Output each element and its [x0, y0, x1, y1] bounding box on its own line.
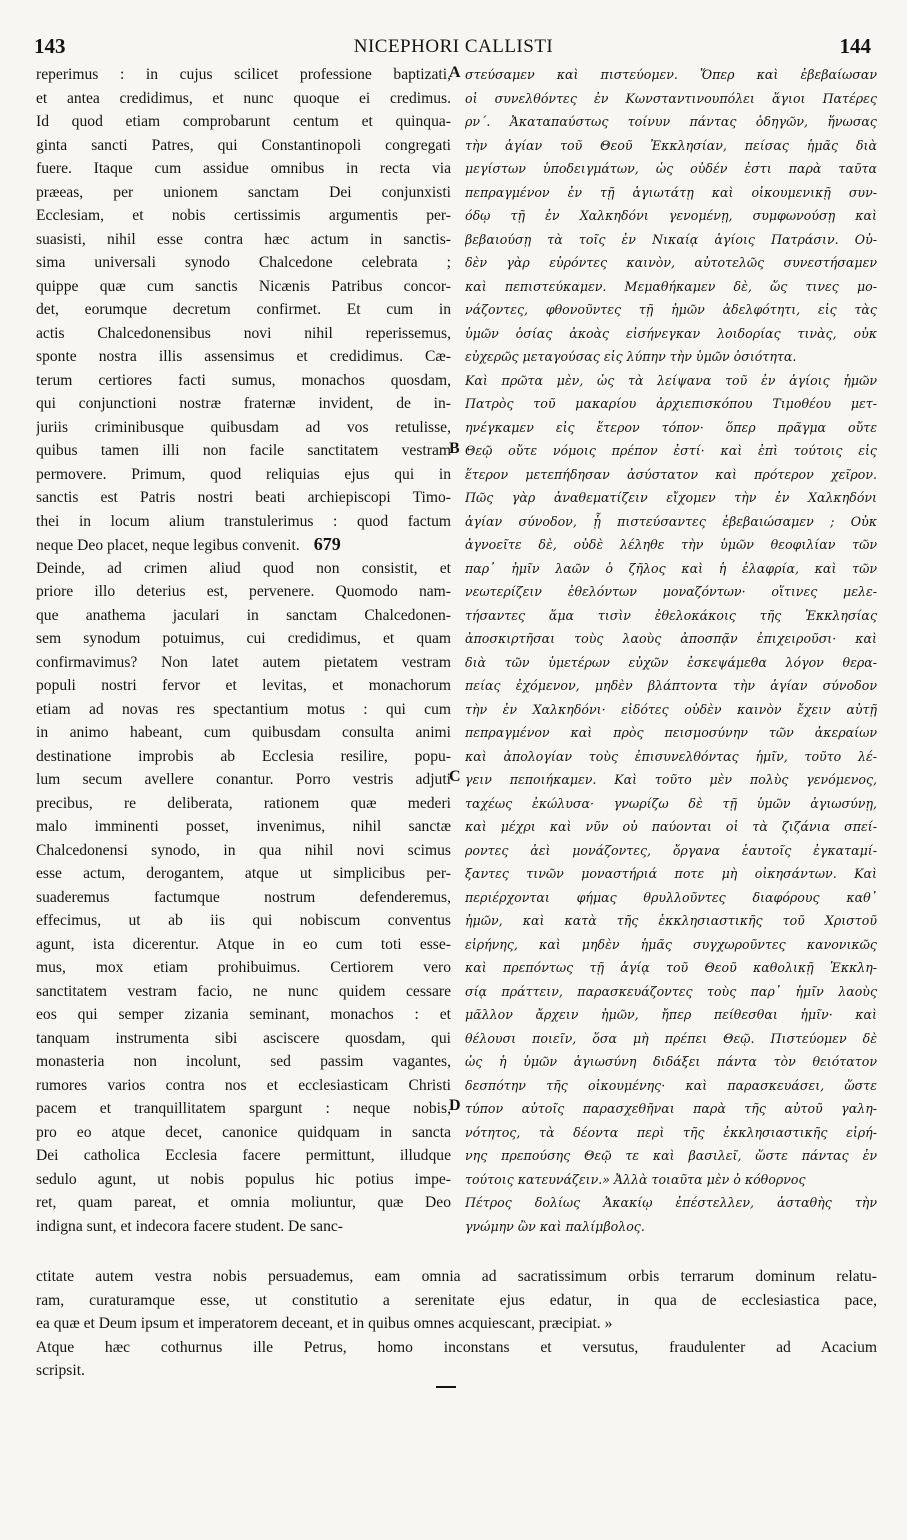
greek-line: τὴν ἁγίαν τοῦ Θεοῦ Ἐκκλησίαν, πείσας ἡμᾶς διὰ: [465, 137, 877, 153]
latin-line: juriis criminibusque quibusdam ad vos retulisse,: [36, 418, 451, 436]
latin-line: sem synodum potuimus, cui credidimus, et quam: [36, 630, 451, 647]
greek-line: πεπραγμένον καὶ πρὸς πεισμοσύνην τῶν ἀκεραίων: [465, 725, 877, 740]
latin-line: rumores varios contra nos et ecclesiasticam Christi: [36, 1076, 451, 1094]
greek-line: δὲν γὰρ εὑρόντες καινὸν, αὐτοτελῶς συνεστήσαμεν: [465, 255, 877, 270]
latin-line: monasteria non incolunt, sed passim vagantes,: [36, 1053, 451, 1070]
latin-line: quippe quæ cum sanctis Nicænis Patribus concor-: [36, 277, 451, 295]
full-line: ram, curaturamque esse, ut constitutio a serenitate ejus edatur, in qua de ecclesiastica pace,: [36, 1291, 877, 1309]
latin-line: populi nostri fervor et levitas, et monachorum: [36, 677, 451, 694]
greek-line: μᾶλλον ἄρχειν ἡμῶν, ἤπερ πείθεσθαι ἡμῖν· καὶ: [465, 1007, 877, 1022]
latin-line: etiam ad novas res spectantium motus : qui cum: [36, 700, 451, 718]
latin-line: tanquam instrumenta sibi asciscere quosdam, qui: [36, 1029, 451, 1047]
latin-line: lum secum avellere conantur. Porro vestris adjuti: [36, 771, 451, 788]
greek-line: καὶ πρεπόντως τῇ ἁγίᾳ τοῦ Θεοῦ καθολικῇ Ἐκκλη-: [465, 960, 877, 975]
greek-line: καὶ ἀπολογίαν τοὺς ἐπισυνελθόντας ἡμῖν, τοῦτο λέ-: [465, 748, 877, 764]
latin-line: det, eorumque decretum confirmet. Et cum in: [36, 301, 451, 318]
greek-line: πεπραγμένον ἐν τῇ ἁγιωτάτῃ καὶ οἰκουμενικῇ συν-: [465, 184, 877, 200]
section-marker-b: B: [449, 440, 460, 457]
greek-column: [465, 63, 877, 1238]
latin-line: sponte nostra illis assensimus et credidimus. Cæ-: [36, 348, 451, 365]
greek-line: όδῳ τῇ ἐν Χαλκηδόνι γενομένῃ, συμφωνούσῃ καὶ: [465, 208, 877, 223]
greek-line: διὰ τῶν ὑμετέρων εὐχῶν ἐσκεψάμεθα λόγον θερα-: [465, 654, 877, 670]
greek-line: καὶ πεπιστεύκαμεν. Μεμαθήκαμεν δὲ, ὥς τινες μο-: [465, 278, 877, 294]
greek-line: νότητος, τὰ δέοντα περὶ τῆς ἐκκλησιαστικῆς εἰρή-: [465, 1124, 877, 1140]
latin-line: pro eo atque decet, canonice quidquam in sancta: [36, 1123, 451, 1141]
latin-line: suasisti, nihil esse contra hæc actum in sanctis-: [36, 230, 451, 248]
full-width-paragraph: [36, 1265, 877, 1383]
greek-line: τὴν ἐν Χαλκηδόνι· εἰδότες οὐδὲν καινὸν ἔχειν αὐτῇ: [465, 701, 877, 717]
greek-line: ρν΄. Ἀκαταπαύστως τοίνυν πάντας ὁδηγῶν, ἥνωσας: [465, 114, 877, 129]
latin-line: permovere. Primum, quod reliquias ejus qui in: [36, 465, 451, 483]
greek-line: παρ᾽ ἡμῖν λαῶν ὁ ζῆλος καὶ ἡ ἐλαφρία, καὶ τῶν: [465, 560, 877, 576]
greek-line: ἕτερον μετεπήδησαν ἀσύστατον καὶ πρότερον χεῖρον.: [465, 466, 877, 482]
full-line: scripsit.: [36, 1362, 85, 1379]
latin-column: [36, 63, 451, 1238]
section-marker-a: A: [449, 64, 461, 81]
latin-line: malo imminenti posset, invenimus, nihil sanctæ: [36, 818, 451, 835]
latin-line: agunt, ista dicerentur. Atque in eo cum toti esse-: [36, 935, 451, 953]
greek-line: ἀγνοεῖτε δὲ, οὐδὲ λέληθε τὴν ὑμῶν θεοφιλίαν τῶν: [465, 537, 877, 552]
page-number-left: 143: [34, 34, 66, 58]
greek-line: τούτοις κατευνάζειν.» Ἀλλὰ τοιαῦτα μὲν ὁ κόθορνος: [465, 1171, 806, 1187]
section-marker-c: C: [449, 768, 461, 785]
latin-line: suaderemus factumque nostrum defenderemus,: [36, 888, 451, 906]
greek-line: νης πρεπούσης Θεῷ τε καὶ βασιλεῖ, ὥστε πάντας ἐν: [465, 1148, 877, 1163]
latin-line: precibus, re deliberata, rationem quæ mederi: [36, 794, 451, 812]
greek-line: Καὶ πρῶτα μὲν, ὡς τὰ λείψανα τοῦ ἐν ἁγίοις ἡμῶν: [465, 372, 877, 388]
greek-line: γειν πεποιήκαμεν. Καὶ τοῦτο μὲν πολὺς γενόμενος,: [465, 772, 877, 787]
latin-line: mus, mox etiam prohibuimus. Certiorem vero: [36, 959, 451, 976]
greek-line: ἡμῶν, καὶ κατὰ τῆς ἐκκλησιαστικῆς τοῦ Χριστοῦ: [465, 913, 877, 928]
greek-line: ὡς ἡ ὑμῶν ἁγιωσύνη διδάξει πάντα τὸν θειότατον: [465, 1054, 877, 1069]
greek-line: ὑμῶν ὁσίας ἀκοὰς εἰσήνεγκαν λοιδορίας τινὰς, οὐκ: [465, 325, 877, 341]
latin-line: præeas, per unionem sanctam Dei conjunxisti: [36, 183, 451, 201]
greek-line: θέλουσι ποιεῖν, ὅσα μὴ πρέπει Θεῷ. Πιστεύομεν δὲ: [465, 1030, 877, 1046]
latin-line: destinatione improbis ab Ecclesia resilire, popu-: [36, 747, 451, 765]
latin-line: sanctitatem vestram facio, ne nunc quidem cessare: [36, 982, 451, 1000]
latin-line: fuere. Itaque cum assidue omnibus in recta via: [36, 160, 451, 177]
latin-line: sanctis est Patris nostri beati archiepiscopi Timo-: [36, 489, 451, 506]
column-number: 679: [313, 534, 341, 554]
latin-line: ret, quam pareat, et omnia moliuntur, quæ Deo: [36, 1194, 451, 1211]
latin-line: actis Chalcedonensibus novi nihil reperissemus,: [36, 324, 451, 342]
latin-line: Id quod etiam comprobarunt centum et quinqua-: [36, 113, 451, 130]
latin-line: Ecclesiam, et nobis certissimis argumentis per-: [36, 207, 451, 224]
greek-line: γνώμην ὢν καὶ παλίμβολος.: [465, 1218, 645, 1234]
greek-line: εἰρήνης, καὶ μηδὲν ἡμᾶς συγχωροῦντες κανονικῶς: [465, 936, 877, 952]
greek-line: ηνέγκαμεν εἰς ἕτερον τόπον· ὅπερ πρᾶγμα οὔτε: [465, 419, 877, 435]
latin-line: sedulo agunt, ut nobis populus hic potius impe-: [36, 1170, 451, 1188]
greek-line: Θεῷ οὔτε νόμοις πρέπον ἐστί· καὶ ἐπὶ τούτοις εἰς: [465, 443, 877, 458]
latin-line: in animo habeant, cum quibusdam consulta animi: [36, 724, 451, 741]
greek-line: ξαντες τινῶν μοναστήριά ποτε μὴ οἰκησάντων. Καὶ: [465, 866, 877, 881]
greek-line: πείας ἐχόμενον, μηδὲν βλάπτοντα τὴν ἁγίαν σύνοδον: [465, 678, 877, 693]
full-line: ctitate autem vestra nobis persuademus, eam omnia ad sacratissimum orbis terrarum dominum relatu-: [36, 1268, 877, 1285]
latin-line: que anathema jaculari in sanctam Chalcedonen-: [36, 606, 451, 624]
latin-line-text: neque Deo placet, neque legibus convenit.: [36, 537, 300, 554]
latin-line: Chalcedonensi synodo, in qua nihil novi scimus: [36, 841, 451, 859]
page-header: [0, 34, 907, 62]
greek-line: μεγίστων ὑποδειγμάτων, ὡς οὐδέν ἐστι παρὰ ταῦτα: [465, 161, 877, 176]
latin-line: reperimus : in cujus scilicet professione baptizati,: [36, 66, 451, 83]
full-line: ea quæ et Deum ipsum et imperatorem deceant, et in quibus omnes acquiescant, præcipiat. »: [36, 1315, 613, 1332]
greek-line: ταχέως ἐκώλυσα· γνωρίζω δὲ τῇ ὑμῶν ἁγιωσύνῃ,: [465, 795, 877, 811]
latin-line: qui conjunctioni nostræ fraternæ invident, de in-: [36, 395, 451, 412]
end-rule: [436, 1386, 456, 1388]
latin-line: Dei catholica Ecclesia facere permittunt, illudque: [36, 1147, 451, 1164]
latin-line: pacem et tranquillitatem spargunt : neque nobis,: [36, 1100, 451, 1117]
latin-line: [36, 533, 451, 557]
latin-line: indigna sunt, et indecora facere student. De sanc-: [36, 1217, 343, 1235]
greek-line: στεύσαμεν καὶ πιστεύομεν. Ὅπερ καὶ ἐβεβαίωσαν: [465, 67, 877, 82]
greek-line: εὐχερῶς μεταγούσας εἰς λύπην τὴν ὑμῶν ὁσιότητα.: [465, 349, 797, 364]
greek-line: δεσπότην τῆς οἰκουμένης· καὶ παρασκευάσει, ὥστε: [465, 1077, 877, 1093]
greek-line: ἀποσκιρτῆσαι τοὺς λαοὺς ἀποσπᾷν ἐπιχειροῦσι· καὶ: [465, 631, 877, 646]
greek-line: σίᾳ πράττειν, παρασκευάζοντες τοὺς παρ᾽ ἡμῖν λαοὺς: [465, 983, 877, 999]
latin-line: ginta sancti Patres, qui Constantinopoli congregati: [36, 136, 451, 154]
latin-line: esse actum, derogantem, atque ut simplicibus per-: [36, 865, 451, 882]
latin-line: quibus tamen illi non facile sanctitatem vestram: [36, 442, 451, 459]
full-line: Atque hæc cothurnus ille Petrus, homo inconstans et versutus, fraudulenter ad Acacium: [36, 1338, 877, 1356]
page-number-right: 144: [839, 34, 871, 58]
greek-line: ἁγίαν σύνοδον, ᾗ πιστεύσαντες ἐβεβαιώσαμεν ; Οὐκ: [465, 513, 877, 529]
greek-line: Πατρὸς τοῦ μακαρίου ἀρχιεπισκόπου Τιμοθέου μετ-: [465, 396, 877, 411]
greek-line: περιέρχονται φήμας θρυλλοῦντες διαφόρους καθ᾽: [465, 889, 877, 905]
latin-line: confirmavimus? Non latet autem pietatem vestram: [36, 653, 451, 671]
section-marker-d: D: [449, 1097, 461, 1114]
running-title: NICEPHORI CALLISTI: [353, 36, 554, 57]
greek-line: τύπον αὐτοῖς παρασχεθῆναι παρὰ τῆς αὐτοῦ γαλη-: [465, 1101, 877, 1116]
latin-line: effecimus, ut ab iis qui nobiscum conventus: [36, 912, 451, 929]
latin-line: eos qui semper zizania seminant, monachos : et: [36, 1006, 451, 1023]
latin-line: Deinde, ad crimen aliud quod non consistit, et: [36, 559, 451, 577]
greek-line: καὶ μέχρι καὶ νῦν οὐ παύονται οἱ τὰ ζιζάνια σπεί-: [465, 819, 877, 834]
latin-line: thei in locum alium transtulerimus : quod factum: [36, 512, 451, 530]
greek-line: οἱ συνελθόντες ἐν Κωνσταντινουπόλει ἅγιοι Πατέρες: [465, 90, 877, 106]
latin-line: sima universali synodo Chalcedone celebrata ;: [36, 254, 451, 271]
greek-line: ροντες ἀεὶ μονάζοντες, ὄργανα ἑαυτοῖς ἐγκαταμί-: [465, 842, 877, 858]
latin-line: et antea credidimus, et nunc quoque ei credimus.: [36, 89, 451, 107]
greek-line: τήσαντες ἅμα τισὶν ἐθελοκάκοις τῆς Ἐκκλησίας: [465, 607, 877, 623]
greek-line: βεβαιούσῃ τὰ τοῖς ἐν Νικαίᾳ ἁγίοις Πατράσιν. Οὐ-: [465, 231, 877, 247]
greek-line: Πῶς γὰρ ἀναθεματίζειν εἴχομεν τὴν ἐν Χαλκηδόνι: [465, 490, 877, 505]
greek-line: Πέτρος δολίως Ἀκακίῳ ἐπέστελλεν, ἀσταθὴς τὴν: [465, 1195, 877, 1210]
latin-line: priore illo deterius est, pervenere. Quomodo nam-: [36, 583, 451, 600]
greek-line: νεωτερίζειν ἐθελόντων μοναζόντων· οἵτινες μελε-: [465, 584, 877, 599]
latin-line: terum certiores facti sumus, monachos quosdam,: [36, 371, 451, 389]
greek-line: νάζοντες, φθονοῦντες τῇ ἡμῶν ἀδελφότητι, εἰς τὰς: [465, 302, 877, 317]
